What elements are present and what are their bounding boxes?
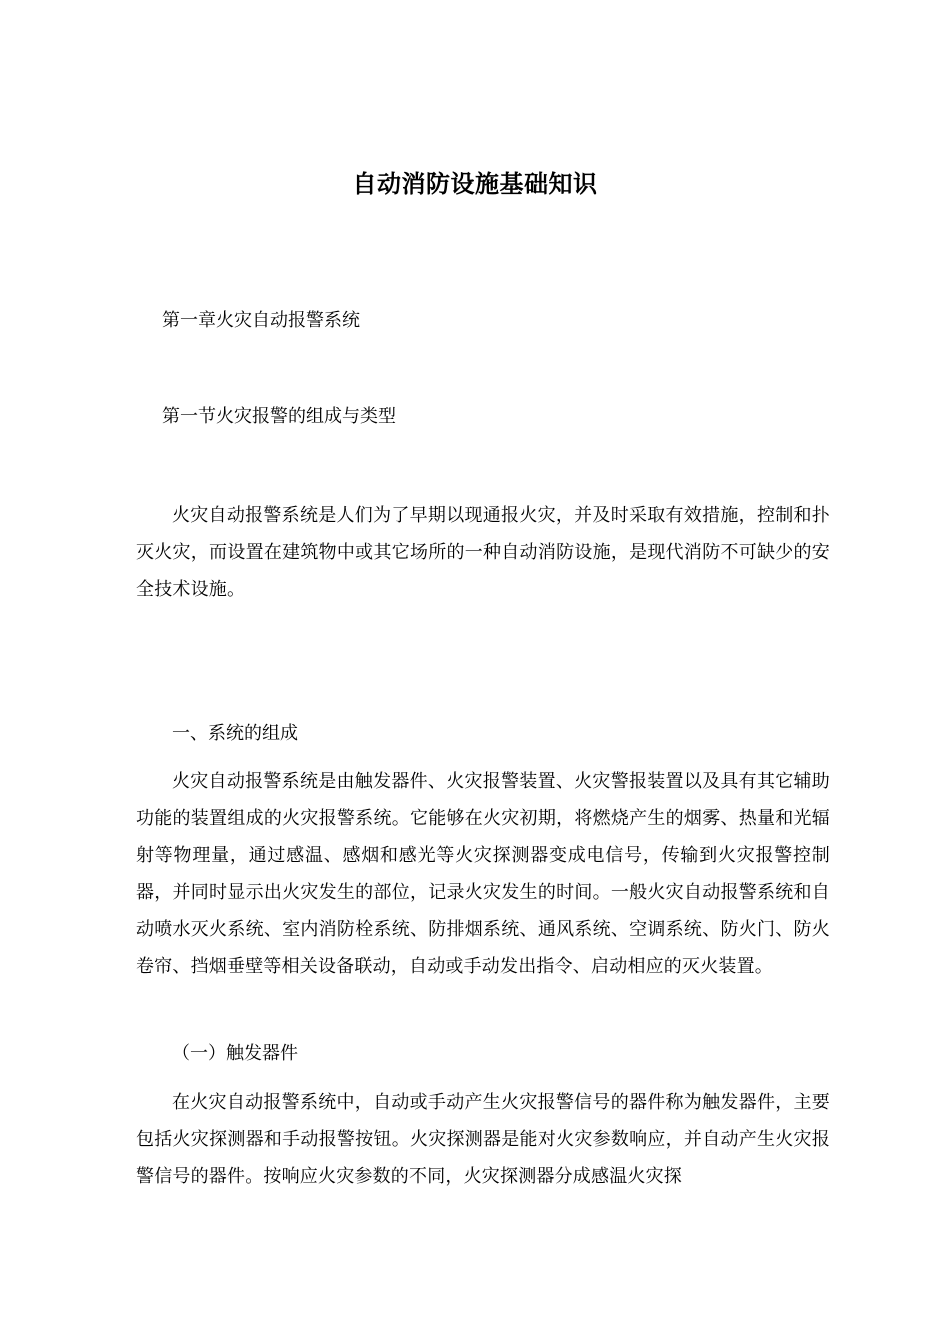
intro-paragraph: 火灾自动报警系统是人们为了早期以现通报火灾，并及时采取有效措施，控制和扑灭火灾，而设置在建筑物中或其它场所的一种自动消防设施，是现代消防不可缺少的安全技术设施。 xyxy=(136,505,830,600)
section-heading: 第一节火灾报警的组成与类型 xyxy=(162,406,396,427)
composition-paragraph: 火灾自动报警系统是由触发器件、火灾报警装置、火灾警报装置以及具有其它辅助功能的装置组成的火灾报警系统。它能够在火灾初期，将燃烧产生的烟雾、热量和光辐射等物理量，通过感温、感烟和感光等火灾探测器变成电信号，传输到火灾报警控制器，并同时显示出火灾发生的部位，记录火灾发生的时间。一般火灾自动报警系统和自动喷水灭火系统、室内消防栓系统、防排烟系统、通风系统、空调系统、防火门、防火卷帘、挡烟垂壁等相关设备联动，自动或手动发出指令、启动相应的灭火装置。 xyxy=(136,771,830,977)
subheading-system-composition: 一、系统的组成 xyxy=(172,723,298,744)
trigger-paragraph: 在火灾自动报警系统中，自动或手动产生火灾报警信号的器件称为触发器件，主要包括火灾探测器和手动报警按钮。火灾探测器是能对火灾参数响应，并自动产生火灾报警信号的器件。按响应火灾参数的不同，火灾探测器分成感温火灾探 xyxy=(136,1092,830,1187)
subheading-trigger-devices: （一）触发器件 xyxy=(172,1043,298,1064)
chapter-heading: 第一章火灾自动报警系统 xyxy=(162,310,360,331)
document-title: 自动消防设施基础知识 xyxy=(352,169,598,198)
